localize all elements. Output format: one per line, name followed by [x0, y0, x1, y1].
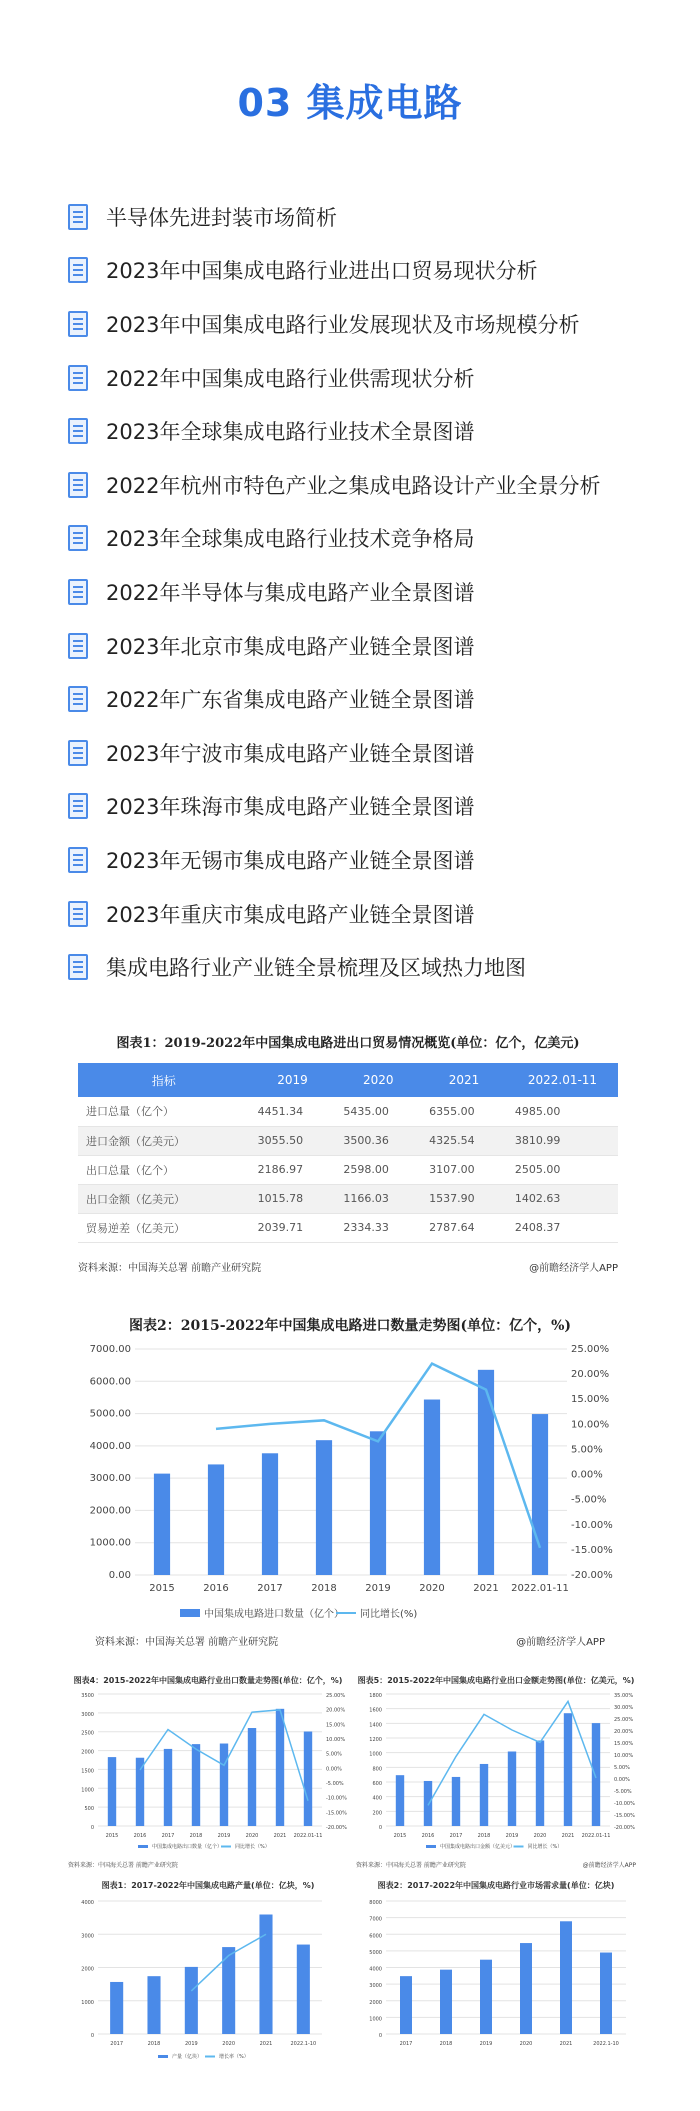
x-tick-label: 2016 — [133, 1833, 147, 1839]
bar — [600, 1953, 612, 2034]
figure-chart2 — [75, 1315, 625, 1648]
toc-item[interactable] — [68, 672, 668, 726]
trade-table — [78, 1063, 618, 1243]
y2-tick-label: 30.00% — [614, 1705, 634, 1711]
x-tick-label: 2020 — [519, 2041, 533, 2047]
toc-item[interactable] — [68, 565, 668, 619]
y2-tick-label: -5.00% — [326, 1781, 344, 1787]
y-tick-label: 1800 — [369, 1693, 382, 1699]
x-tick-label: 2015 — [105, 1833, 119, 1839]
y2-tick-label: 25.00% — [571, 1344, 610, 1355]
legend-label: 同比增长（%） — [235, 1844, 270, 1850]
y2-tick-label: 5.00% — [614, 1765, 630, 1771]
y2-tick-label: 15.00% — [614, 1741, 634, 1747]
y-tick-label: 0 — [378, 2033, 382, 2039]
y-tick-label: 8000 — [369, 1900, 382, 1906]
table-cell: 3810.99 — [507, 1126, 618, 1155]
y-tick-label: 0 — [90, 1825, 94, 1831]
y2-tick-label: 35.00% — [614, 1693, 634, 1699]
toc-item-label: 2023年无锡市集成电路产业链全景图谱 — [106, 848, 475, 873]
x-tick-label: 2018 — [439, 2041, 453, 2047]
table-cell: 5435.00 — [335, 1097, 421, 1126]
figure-chart4 — [68, 1675, 348, 1869]
x-tick-label: 2018 — [189, 1833, 203, 1839]
y2-tick-label: -5.00% — [614, 1789, 632, 1795]
document-icon — [68, 847, 88, 873]
y-tick-label: 0 — [378, 1825, 382, 1831]
document-icon — [68, 418, 88, 444]
document-icon — [68, 204, 88, 230]
document-icon — [68, 579, 88, 605]
x-tick-label: 2021 — [559, 2041, 573, 2047]
table-cell: 3107.00 — [421, 1155, 507, 1184]
x-tick-label: 2019 — [184, 2041, 198, 2047]
y2-tick-label: 5.00% — [571, 1444, 603, 1456]
x-tick-label: 2020 — [419, 1583, 445, 1594]
table-cell: 1402.63 — [507, 1184, 618, 1213]
x-tick-label: 2018 — [477, 1833, 491, 1839]
document-icon — [68, 740, 88, 766]
toc-item-label: 2023年中国集成电路行业进出口贸易现状分析 — [106, 259, 538, 284]
bar — [564, 1713, 572, 1826]
document-icon — [68, 365, 88, 391]
x-tick-label: 2022.1-10 — [290, 2041, 317, 2047]
y2-tick-label: -5.00% — [571, 1494, 607, 1506]
toc-item[interactable] — [68, 887, 668, 941]
y-tick-label: 800 — [372, 1766, 382, 1773]
y-tick-label: 400 — [372, 1795, 382, 1802]
bar — [478, 1370, 494, 1575]
y-tick-label: 1600 — [369, 1707, 382, 1714]
table-cell: 贸易逆差（亿美元） — [78, 1213, 250, 1242]
y2-tick-label: 15.00% — [326, 1722, 346, 1729]
y2-tick-label: 0.00% — [326, 1766, 342, 1773]
bar — [147, 1976, 160, 2034]
table-cell: 进口金额（亿美元） — [78, 1126, 250, 1155]
toc-item[interactable] — [68, 190, 668, 244]
document-icon — [68, 525, 88, 551]
table-cell: 出口金额（亿美元） — [78, 1184, 250, 1213]
y2-tick-label: -20.00% — [614, 1825, 635, 1831]
bar — [396, 1775, 404, 1826]
bar — [508, 1751, 516, 1826]
toc-item-label: 2023年北京市集成电路产业链全景图谱 — [106, 634, 475, 659]
x-tick-label: 2017 — [399, 2041, 413, 2047]
bar — [452, 1777, 460, 1826]
toc-item[interactable] — [68, 833, 668, 887]
x-tick-label: 2020 — [222, 2041, 236, 2047]
table-cell: 4451.34 — [250, 1097, 336, 1126]
figure-output — [68, 1880, 348, 2070]
y-tick-label: 1500 — [81, 1768, 94, 1775]
document-icon — [68, 686, 88, 712]
table-cell: 6355.00 — [421, 1097, 507, 1126]
y2-tick-label: -10.00% — [571, 1519, 613, 1531]
y-tick-label: 1000 — [369, 1751, 382, 1758]
y2-tick-label: -15.00% — [614, 1813, 635, 1819]
y-tick-label: 0 — [90, 2033, 94, 2039]
chart5-svg — [356, 1686, 636, 1856]
chart5-source: 资料来源：中国海关总署 前瞻产业研究院 — [356, 1862, 466, 1869]
legend-label: 同比增长（%） — [527, 1844, 563, 1850]
y-tick-label: 7000.00 — [89, 1344, 131, 1355]
output-svg — [68, 1891, 348, 2066]
y-tick-label: 1000 — [81, 1787, 94, 1794]
table1-brand: @前瞻经济学人APP — [529, 1262, 618, 1274]
table-header-cell: 2019 — [250, 1063, 336, 1097]
table-header-cell: 2021 — [421, 1063, 507, 1097]
y2-tick-label: 25.00% — [614, 1717, 634, 1723]
y2-tick-label: 10.00% — [326, 1737, 346, 1743]
table-cell: 4985.00 — [507, 1097, 618, 1126]
bar — [304, 1732, 312, 1826]
chart5-brand: @前瞻经济学人APP — [582, 1862, 636, 1869]
bar — [592, 1723, 600, 1826]
toc-item-label: 2022年杭州市特色产业之集成电路设计产业全景分析 — [106, 473, 601, 498]
toc-item-label: 2022年半导体与集成电路产业全景图谱 — [106, 580, 475, 605]
chart2-brand: @前瞻经济学人APP — [516, 1637, 605, 1648]
table-cell: 2334.33 — [335, 1213, 421, 1242]
table-cell: 1015.78 — [250, 1184, 336, 1213]
table1-source: 资料来源：中国海关总署 前瞻产业研究院 — [78, 1262, 262, 1274]
bar — [220, 1744, 228, 1826]
bar — [424, 1781, 432, 1826]
bar — [110, 1982, 123, 2034]
demand-title: 图表2：2017-2022年中国集成电路行业市场需求量(单位：亿块) — [377, 1881, 615, 1890]
bar — [520, 1943, 532, 2034]
table-cell: 2787.64 — [421, 1213, 507, 1242]
y2-tick-label: 10.00% — [614, 1753, 634, 1759]
toc-item[interactable] — [68, 512, 668, 566]
document-icon — [68, 793, 88, 819]
chart2-title: 图表2：2015-2022年中国集成电路进口数量走势图(单位：亿个，%) — [128, 1318, 572, 1334]
bar — [316, 1440, 332, 1575]
x-tick-label: 2021 — [273, 1833, 287, 1839]
y-tick-label: 0.00 — [108, 1570, 131, 1581]
table-cell: 3500.36 — [335, 1126, 421, 1155]
legend-label: 中国集成电路进口数量（亿个） — [204, 1609, 344, 1620]
y2-tick-label: 0.00% — [571, 1469, 603, 1481]
y2-tick-label: 20.00% — [614, 1729, 634, 1735]
table-cell: 1166.03 — [335, 1184, 421, 1213]
document-icon — [68, 472, 88, 498]
y-tick-label: 4000 — [369, 1966, 382, 1973]
y2-tick-label: -20.00% — [326, 1825, 347, 1831]
y-tick-label: 7000 — [369, 1916, 382, 1923]
y-tick-label: 5000.00 — [89, 1408, 131, 1420]
y-tick-label: 1400 — [369, 1722, 382, 1729]
legend-swatch — [138, 1845, 148, 1848]
y2-tick-label: 25.00% — [326, 1693, 346, 1699]
bar — [108, 1757, 116, 1826]
y2-tick-label: 0.00% — [614, 1777, 630, 1783]
toc-item[interactable] — [68, 619, 668, 673]
figure-table1 — [78, 1032, 618, 1274]
x-tick-label: 2019 — [479, 2041, 493, 2047]
bar — [164, 1749, 172, 1826]
toc-item-label: 2023年全球集成电路行业技术竞争格局 — [106, 527, 475, 552]
x-tick-label: 2022.01-11 — [293, 1833, 323, 1839]
x-tick-label: 2019 — [505, 1833, 519, 1839]
document-icon — [68, 901, 88, 927]
document-icon — [68, 257, 88, 283]
x-tick-label: 2021 — [473, 1583, 499, 1594]
y-tick-label: 1000 — [81, 1999, 94, 2006]
x-tick-label: 2018 — [311, 1583, 337, 1594]
y2-tick-label: 20.00% — [326, 1707, 346, 1714]
y-tick-label: 6000.00 — [89, 1376, 131, 1388]
table-cell: 3055.50 — [250, 1126, 336, 1155]
bar — [276, 1709, 284, 1826]
x-tick-label: 2019 — [217, 1833, 231, 1839]
figure-chart5 — [356, 1675, 636, 1869]
page-title: 03 集成电路 — [237, 81, 463, 125]
toc-item[interactable] — [68, 780, 668, 834]
table-cell: 进口总量（亿个） — [78, 1097, 250, 1126]
legend-swatch — [180, 1609, 200, 1617]
chart4-svg — [68, 1686, 348, 1856]
output-title: 图表1：2017-2022年中国集成电路产量(单位：亿块，%) — [101, 1881, 315, 1890]
legend-label: 中国集成电路出口数量（亿个） — [152, 1844, 223, 1850]
y-tick-label: 3000 — [81, 1933, 94, 1940]
table-cell: 2039.71 — [250, 1213, 336, 1242]
table-row — [78, 1126, 618, 1155]
document-icon — [68, 954, 88, 980]
table-cell: 2505.00 — [507, 1155, 618, 1184]
x-tick-label: 2015 — [393, 1833, 407, 1839]
toc-item-label: 2023年重庆市集成电路产业链全景图谱 — [106, 902, 475, 927]
table-cell: 4325.54 — [421, 1126, 507, 1155]
legend-label: 增长率（%） — [219, 2054, 249, 2060]
chart5-title: 图表5：2015-2022年中国集成电路行业出口金额走势图(单位：亿美元，%) — [357, 1676, 635, 1685]
x-tick-label: 2019 — [365, 1583, 391, 1594]
x-tick-label: 2016 — [203, 1583, 229, 1594]
y2-tick-label: -15.00% — [326, 1810, 347, 1817]
bar — [424, 1400, 440, 1575]
legend-swatch — [426, 1845, 436, 1848]
document-icon — [68, 311, 88, 337]
chart4-title: 图表4：2015-2022年中国集成电路行业出口数量走势图(单位：亿个，%) — [73, 1676, 343, 1685]
bar — [440, 1970, 452, 2034]
table-cell: 2598.00 — [335, 1155, 421, 1184]
table-cell: 2408.37 — [507, 1213, 618, 1242]
x-tick-label: 2020 — [245, 1833, 259, 1839]
y2-tick-label: -15.00% — [571, 1544, 613, 1556]
toc-item[interactable] — [68, 726, 668, 780]
bar — [259, 1914, 272, 2034]
x-tick-label: 2015 — [149, 1583, 175, 1594]
legend-label: 中国集成电路出口金额（亿美元） — [440, 1844, 516, 1850]
y-tick-label: 5000 — [369, 1949, 382, 1956]
toc-item-label: 半导体先进封装市场简析 — [106, 205, 337, 230]
y-tick-label: 1200 — [369, 1737, 382, 1743]
table-row — [78, 1213, 618, 1242]
y-tick-label: 3500 — [81, 1693, 94, 1699]
y2-tick-label: 5.00% — [326, 1751, 342, 1758]
table-cell: 出口总量（亿个） — [78, 1155, 250, 1184]
toc-item[interactable] — [68, 244, 668, 298]
y2-tick-label: 10.00% — [571, 1419, 610, 1431]
toc-item-label: 2022年广东省集成电路产业链全景图谱 — [106, 688, 475, 713]
chart2-svg — [75, 1335, 625, 1625]
table-cell: 1537.90 — [421, 1184, 507, 1213]
bar — [185, 1967, 198, 2034]
chart4-source: 资料来源：中国海关总署 前瞻产业研究院 — [68, 1862, 178, 1869]
table-row — [78, 1184, 618, 1213]
bar — [248, 1728, 256, 1826]
y-tick-label: 600 — [372, 1781, 382, 1787]
y2-tick-label: 20.00% — [571, 1369, 610, 1381]
y-tick-label: 2500 — [81, 1730, 94, 1737]
chart2-source: 资料来源：中国海关总署 前瞻产业研究院 — [95, 1637, 279, 1648]
x-tick-label: 2017 — [110, 2041, 124, 2047]
bar — [536, 1740, 544, 1826]
table-cell: 2186.97 — [250, 1155, 336, 1184]
y2-tick-label: -10.00% — [614, 1801, 635, 1807]
table-header-cell: 2020 — [335, 1063, 421, 1097]
toc-item[interactable] — [68, 351, 668, 405]
bar — [480, 1764, 488, 1826]
y-tick-label: 3000.00 — [89, 1473, 131, 1485]
y-tick-label: 3000 — [369, 1983, 382, 1990]
y-tick-label: 2000 — [81, 1749, 94, 1756]
bar — [154, 1474, 170, 1575]
x-tick-label: 2020 — [533, 1833, 547, 1839]
y2-tick-label: 15.00% — [571, 1394, 610, 1406]
bar — [262, 1453, 278, 1575]
bar — [400, 1976, 412, 2034]
bar — [480, 1960, 492, 2034]
table-row — [78, 1155, 618, 1184]
bar — [560, 1921, 572, 2034]
bar — [370, 1431, 386, 1575]
y-tick-label: 2000 — [81, 1966, 94, 1973]
document-icon — [68, 633, 88, 659]
x-tick-label: 2018 — [147, 2041, 161, 2047]
table-row — [78, 1097, 618, 1126]
y-tick-label: 2000.00 — [89, 1505, 131, 1517]
bar — [208, 1464, 224, 1575]
y-tick-label: 1000 — [369, 2016, 382, 2023]
table-header-cell: 指标 — [78, 1063, 250, 1097]
table-header-cell: 2022.01-11 — [507, 1063, 618, 1097]
table1-title: 图表1：2019-2022年中国集成电路进出口贸易情况概览(单位：亿个，亿美元) — [116, 1036, 580, 1051]
demand-svg — [356, 1891, 636, 2066]
bar — [192, 1744, 200, 1826]
bar — [532, 1414, 548, 1575]
y-tick-label: 3000 — [81, 1711, 94, 1718]
toc-item-label: 2023年珠海市集成电路产业链全景图谱 — [106, 795, 475, 820]
toc-item-label: 2022年中国集成电路行业供需现状分析 — [106, 366, 475, 391]
x-tick-label: 2022.1-10 — [593, 2041, 619, 2047]
x-tick-label: 2017 — [257, 1583, 283, 1594]
y-tick-label: 4000 — [81, 1900, 94, 1906]
toc-item-label: 2023年宁波市集成电路产业链全景图谱 — [106, 741, 475, 766]
x-tick-label: 2016 — [421, 1833, 435, 1839]
y2-tick-label: -10.00% — [326, 1795, 347, 1802]
x-tick-label: 2017 — [161, 1833, 175, 1839]
toc-item[interactable] — [68, 297, 668, 351]
legend-swatch — [158, 2055, 168, 2058]
bar — [297, 1945, 310, 2034]
x-tick-label: 2017 — [449, 1833, 463, 1839]
figure-demand — [356, 1880, 636, 2070]
legend-label: 同比增长(%) — [360, 1609, 418, 1620]
y-tick-label: 6000 — [369, 1933, 382, 1940]
x-tick-label: 2021 — [561, 1833, 575, 1839]
toc-item[interactable] — [68, 404, 668, 458]
toc-item-label: 2023年中国集成电路行业发展现状及市场规模分析 — [106, 312, 580, 337]
bar — [136, 1758, 144, 1826]
x-tick-label: 2022.01-11 — [581, 1833, 611, 1839]
toc-item-label: 集成电路行业产业链全景梳理及区域热力地图 — [106, 956, 526, 981]
y-tick-label: 4000.00 — [89, 1440, 131, 1452]
y-tick-label: 500 — [84, 1806, 94, 1813]
toc-item[interactable] — [68, 458, 668, 512]
legend-label: 产量（亿块） — [172, 2054, 203, 2060]
x-tick-label: 2022.01-11 — [511, 1583, 569, 1594]
toc-item[interactable] — [68, 940, 668, 994]
y-tick-label: 200 — [372, 1810, 382, 1817]
y2-tick-label: -20.00% — [571, 1570, 613, 1581]
toc-list — [68, 190, 668, 994]
y-tick-label: 1000.00 — [89, 1537, 131, 1549]
x-tick-label: 2021 — [259, 2041, 273, 2047]
toc-item-label: 2023年全球集成电路行业技术全景图谱 — [106, 420, 475, 445]
y-tick-label: 2000 — [369, 1999, 382, 2006]
